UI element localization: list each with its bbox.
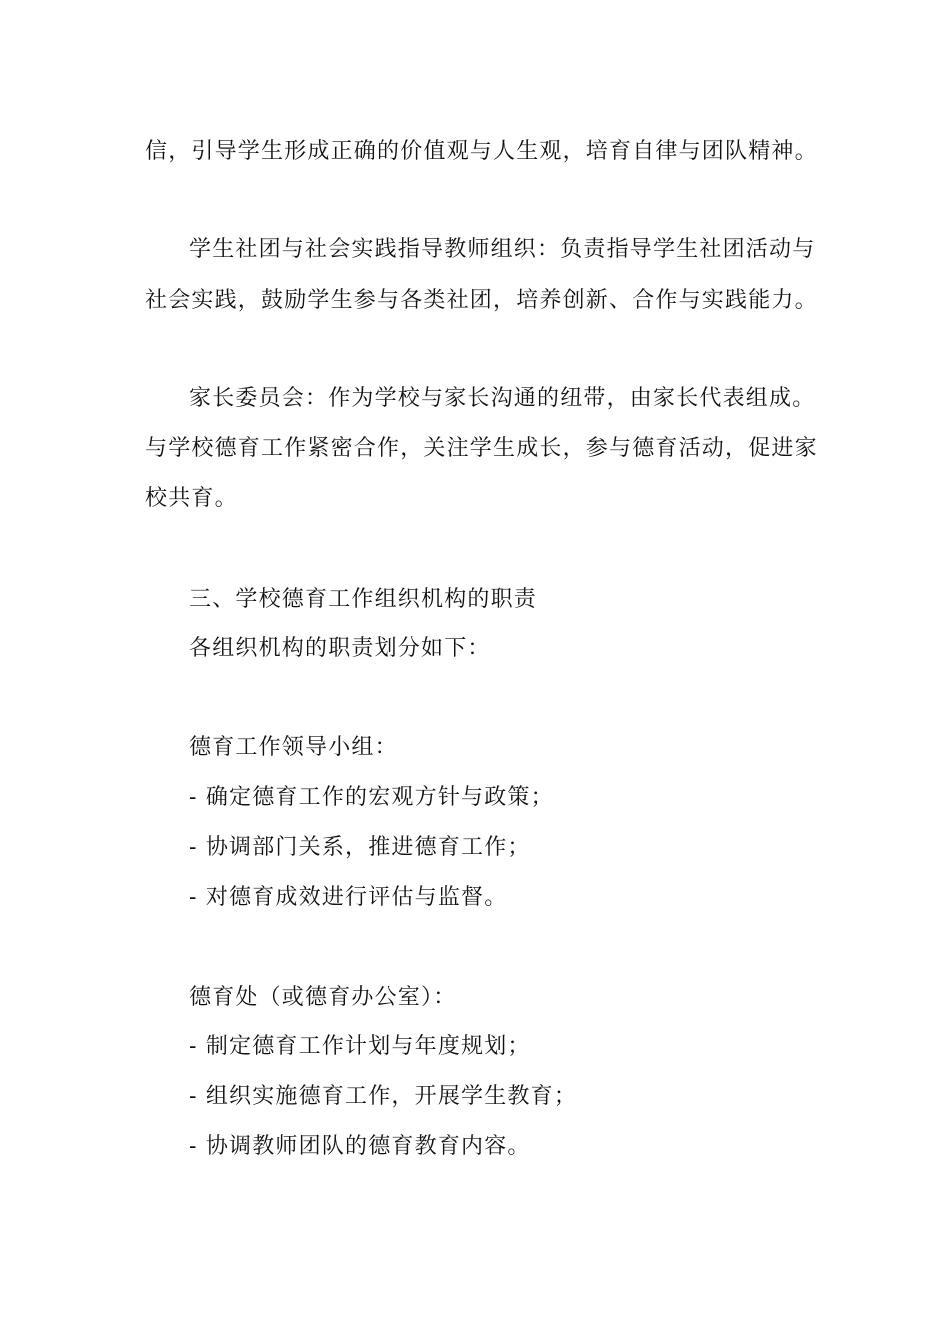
- paragraph-line: 家长委员会：作为学校与家长沟通的纽带，由家长代表组成。: [189, 386, 816, 411]
- paragraph-line: 信，引导学生形成正确的价值观与人生观，培育自律与团队精神。: [145, 139, 818, 164]
- list-item: - 协调部门关系，推进德育工作；: [189, 835, 531, 860]
- subheading: 德育工作领导小组：: [189, 735, 398, 760]
- subheading: 德育处（或德育办公室）：: [189, 985, 457, 1010]
- paragraph-line: 社会实践，鼓励学生参与各类社团，培养创新、合作与实践能力。: [145, 288, 818, 313]
- list-item: - 协调教师团队的德育教育内容。: [189, 1134, 531, 1159]
- paragraph-line: 校共育。: [145, 486, 238, 511]
- list-item: - 制定德育工作计划与年度规划；: [189, 1034, 531, 1059]
- list-item: - 确定德育工作的宏观方针与政策；: [189, 785, 554, 810]
- paragraph-line: 学生社团与社会实践指导教师组织：负责指导学生社团活动与: [189, 237, 816, 262]
- section-heading: 三、学校德育工作组织机构的职责: [189, 587, 538, 612]
- list-item: - 组织实施德育工作，开展学生教育；: [189, 1084, 578, 1109]
- paragraph-line: 各组织机构的职责划分如下：: [189, 636, 491, 661]
- paragraph-line: 与学校德育工作紧密合作，关注学生成长，参与德育活动，促进家: [145, 436, 818, 461]
- list-item: - 对德育成效进行评估与监督。: [189, 885, 508, 910]
